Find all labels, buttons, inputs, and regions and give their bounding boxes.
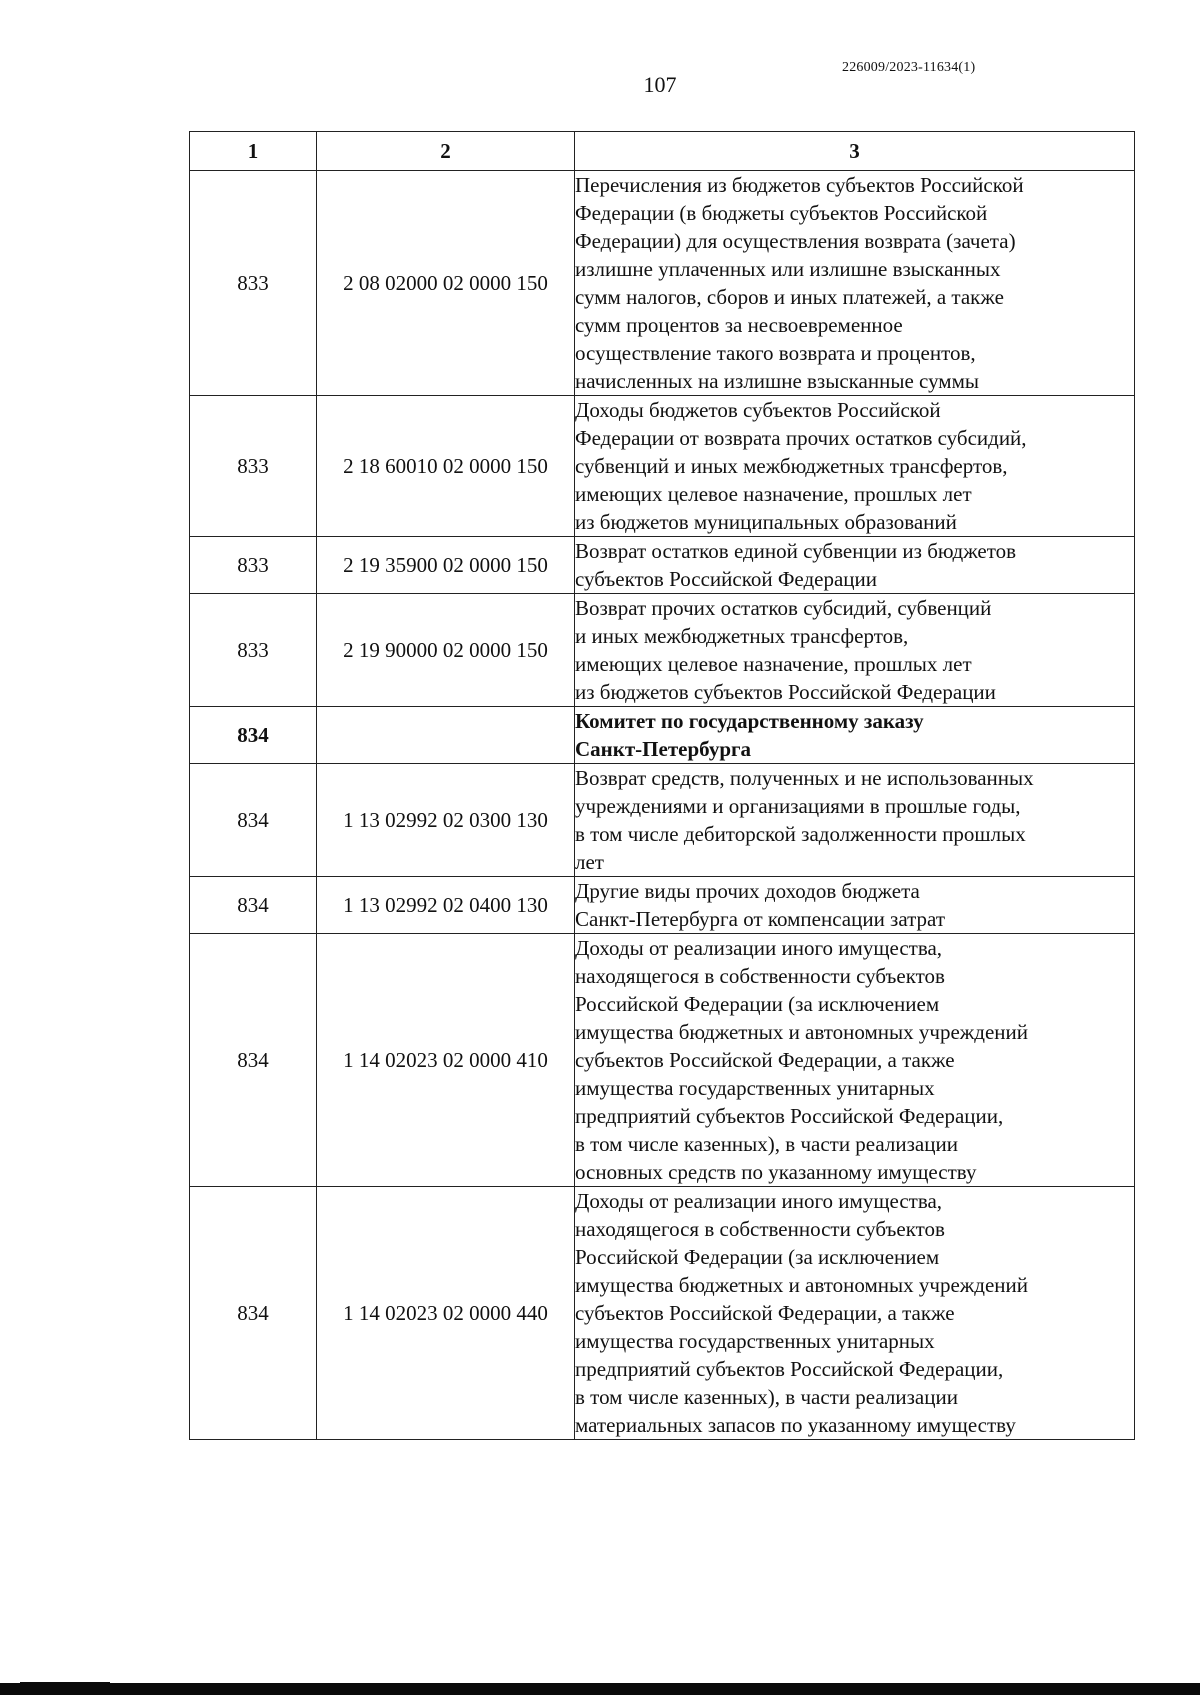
- admin-code-cell: 833: [190, 171, 317, 396]
- budget-code-cell: 1 14 02023 02 0000 410: [317, 934, 575, 1187]
- table-row: [190, 171, 1135, 396]
- table-row: [190, 396, 1135, 537]
- admin-code-cell: 834: [190, 1187, 317, 1440]
- admin-code-cell: 833: [190, 396, 317, 537]
- table-row: [190, 877, 1135, 934]
- description-cell: Комитет по государственному заказу Санкт-Петербурга: [575, 707, 1135, 764]
- page-number-wrap: [0, 72, 1200, 98]
- table-row: [190, 594, 1135, 707]
- table-row: [190, 537, 1135, 594]
- column-header-2: 2: [317, 132, 575, 171]
- budget-code-cell: 1 13 02992 02 0400 130: [317, 877, 575, 934]
- scan-edge-bar: [0, 1683, 1200, 1695]
- page-number: 107: [643, 72, 677, 97]
- description-cell: Перечисления из бюджетов субъектов Российской Федерации (в бюджеты субъектов Российской Федерации) для осуществления возврата (зачета) излишне уплаченных или излишне взысканных сумм налогов, сборов и иных платежей, а также сумм процентов за несвоевременное осуществление такого возврата и процентов, начисленных на излишне взысканные суммы: [575, 171, 1135, 396]
- scan-edge-mark: [20, 1682, 110, 1687]
- admin-code-cell: 833: [190, 594, 317, 707]
- description-cell: Доходы от реализации иного имущества, находящегося в собственности субъектов Российской Федерации (за исключением имущества бюджетных и автономных учреждений субъектов Российской Федерации, а также имущества государственных унитарных предприятий субъектов Российской Федерации, в том числе казенных), в части реализации материальных запасов по указанному имуществу: [575, 1187, 1135, 1440]
- column-header-1: 1: [190, 132, 317, 171]
- table-row: [190, 1187, 1135, 1440]
- revenue-codes-table: [189, 131, 1135, 1440]
- table-header-row: [190, 132, 1135, 171]
- admin-code-cell: 834: [190, 877, 317, 934]
- budget-code-cell: 2 19 35900 02 0000 150: [317, 537, 575, 594]
- table-row: [190, 707, 1135, 764]
- table-body: [190, 171, 1135, 1440]
- document-id: 226009/2023-11634(1): [842, 60, 976, 75]
- table-row: [190, 764, 1135, 877]
- admin-code-cell: 834: [190, 764, 317, 877]
- budget-code-cell: 2 08 02000 02 0000 150: [317, 171, 575, 396]
- column-header-3: 3: [575, 132, 1135, 171]
- admin-code-cell: 834: [190, 934, 317, 1187]
- budget-code-cell: [317, 707, 575, 764]
- description-cell: Возврат средств, полученных и не использованных учреждениями и организациями в прошлые годы, в том числе дебиторской задолженности прошлых лет: [575, 764, 1135, 877]
- description-cell: Другие виды прочих доходов бюджета Санкт-Петербурга от компенсации затрат: [575, 877, 1135, 934]
- description-cell: Доходы от реализации иного имущества, находящегося в собственности субъектов Российской Федерации (за исключением имущества бюджетных и автономных учреждений субъектов Российской Федерации, а также имущества государственных унитарных предприятий субъектов Российской Федерации, в том числе казенных), в части реализации основных средств по указанному имуществу: [575, 934, 1135, 1187]
- description-cell: Возврат прочих остатков субсидий, субвенций и иных межбюджетных трансфертов, имеющих целевое назначение, прошлых лет из бюджетов субъектов Российской Федерации: [575, 594, 1135, 707]
- budget-code-cell: 2 18 60010 02 0000 150: [317, 396, 575, 537]
- admin-code-cell: 833: [190, 537, 317, 594]
- admin-code-cell: 834: [190, 707, 317, 764]
- budget-code-cell: 1 14 02023 02 0000 440: [317, 1187, 575, 1440]
- description-cell: Возврат остатков единой субвенции из бюджетов субъектов Российской Федерации: [575, 537, 1135, 594]
- budget-code-cell: 2 19 90000 02 0000 150: [317, 594, 575, 707]
- description-cell: Доходы бюджетов субъектов Российской Федерации от возврата прочих остатков субсидий, субвенций и иных межбюджетных трансфертов, имеющих целевое назначение, прошлых лет из бюджетов муниципальных образований: [575, 396, 1135, 537]
- budget-code-cell: 1 13 02992 02 0300 130: [317, 764, 575, 877]
- table-row: [190, 934, 1135, 1187]
